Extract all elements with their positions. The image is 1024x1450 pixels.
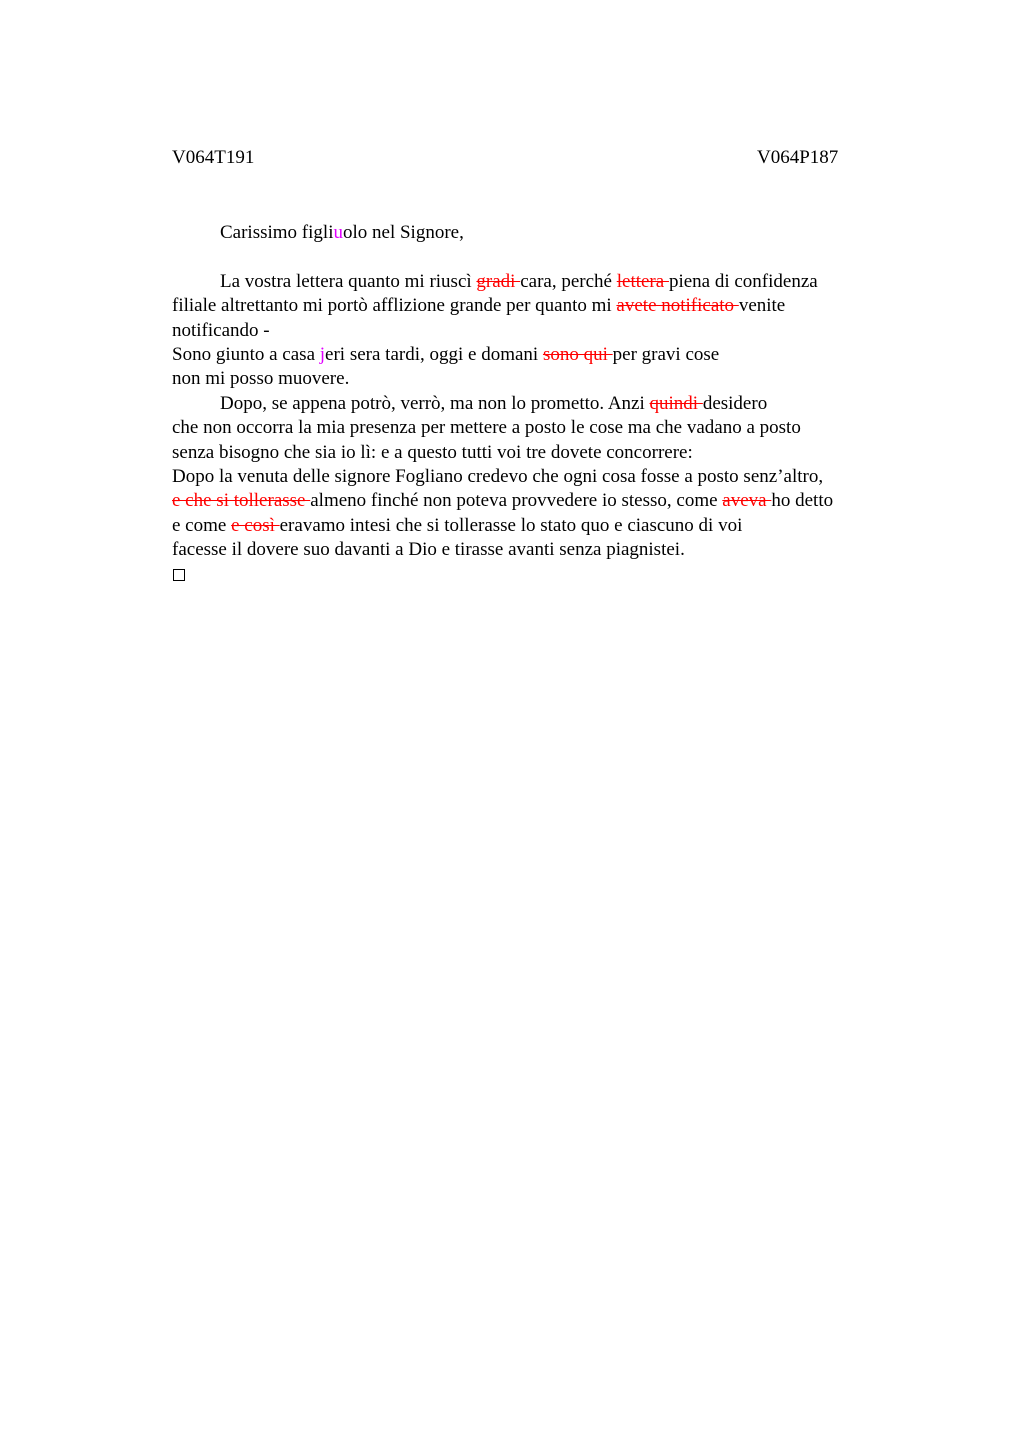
deleted-text: gradi [476, 270, 521, 292]
letter-body [172, 221, 902, 587]
text-line-1: La vostra lettera quanto mi riuscì gradi cara, perché lettera piena di confidenza [220, 270, 818, 292]
text-line-7: che non occorra la mia presenza per mettere a posto le cose ma che vadano a posto [172, 417, 801, 439]
text-line-5: non mi posso muovere. [172, 368, 350, 390]
salutation-text-end: olo nel Signore, [342, 222, 464, 243]
text-line-6: Dopo, se appena potrò, verrò, ma non lo prometto. Anzi quindi desidero [220, 392, 768, 414]
salutation [172, 221, 902, 245]
paragraph-gap [172, 245, 902, 269]
deleted-text: e così [231, 514, 280, 536]
empty-square-icon [173, 569, 185, 581]
deleted-text: lettera [616, 270, 669, 292]
deleted-text: e che si tollerasse [172, 490, 311, 512]
deleted-text: quindi [649, 392, 703, 414]
deleted-text: avete notificato [616, 295, 739, 317]
document-code-right: V064P187 [757, 147, 839, 168]
end-mark-line [172, 563, 902, 587]
inserted-letter: j [319, 344, 326, 366]
text-line-12: facesse il dovere suo davanti a Dio e tirasse avanti senza piagnistei. [172, 539, 685, 561]
deleted-text: aveva [722, 490, 772, 512]
text-line-11: e come e così eravamo intesi che si tollerasse lo stato quo e ciascuno di voi [172, 514, 743, 536]
text-line-3: notificando - [172, 319, 270, 341]
text-line-9: Dopo la venuta delle signore Fogliano credevo che ogni cosa fosse a posto senz’altro, [172, 466, 824, 488]
text-line-4: Sono giunto a casa jeri sera tardi, oggi e domani sono qui per gravi cose [172, 344, 720, 366]
deleted-text: sono qui [542, 344, 613, 366]
text-line-2: filiale altrettanto mi portò afflizione grande per quanto mi avete notificato venite [172, 295, 786, 317]
text-line-8: senza bisogno che sia io lì: e a questo tutti voi tre dovete concorrere: [172, 441, 693, 463]
inserted-letter: u [333, 222, 343, 243]
document-code-left: V064T191 [172, 147, 255, 168]
salutation-text-start: Carissimo figli [220, 222, 334, 243]
text-line-10: e che si tollerasse almeno finché non poteva provvedere io stesso, come aveva ho detto [172, 490, 834, 512]
